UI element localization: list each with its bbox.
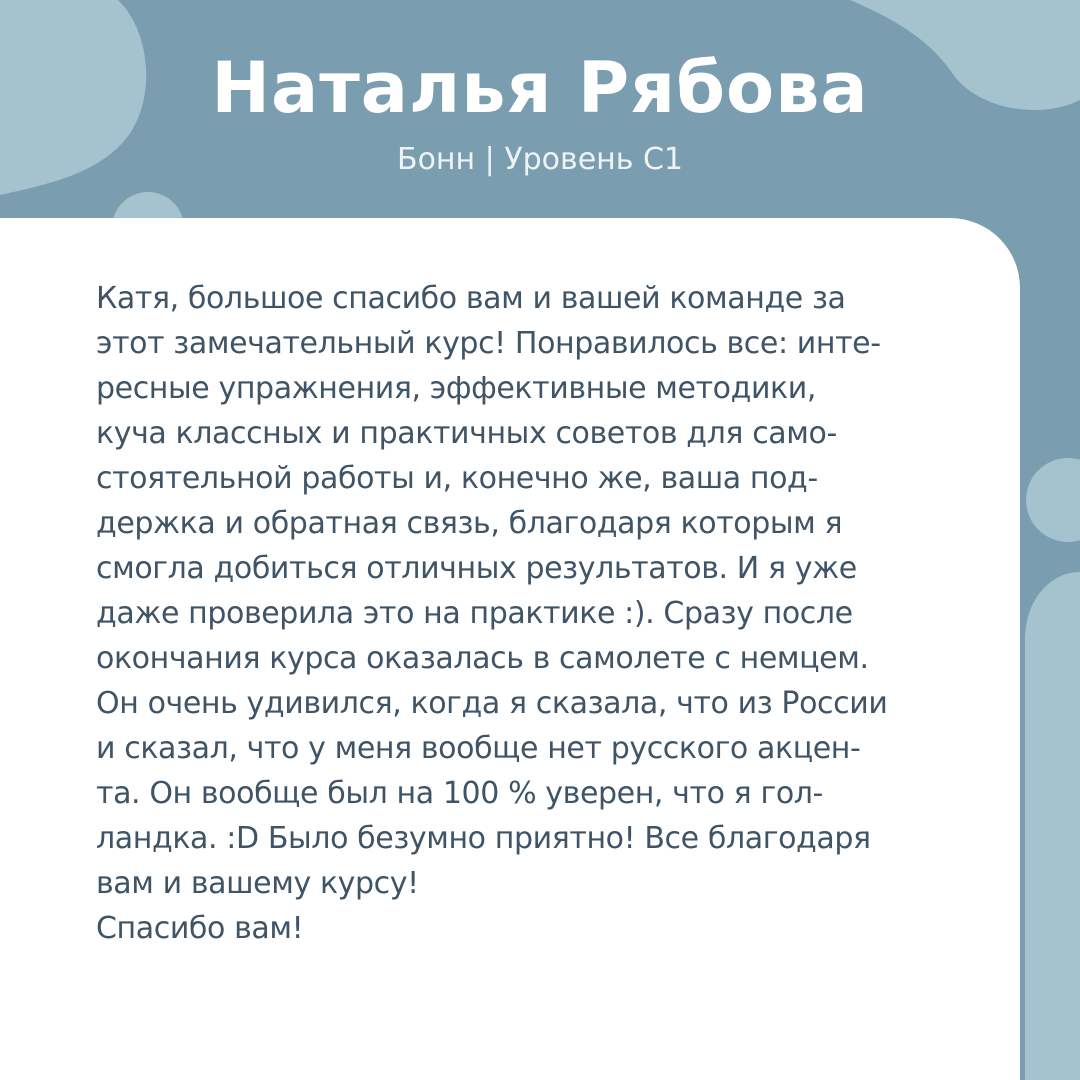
blob-right-lower — [1025, 572, 1080, 1080]
review-text: Катя, большое спасибо вам и вашей команде за этот замечательный курс! Понравилось все: инте- ресные упражнения, эффективные методики, куча классных и практичных советов для само- стоятельной работы и, конечно же, ваша под- держка и обратная связь, благодаря которым я смогла добиться отличных результатов. И я уже даже проверила это на практике :). Сразу после окончания курса оказалась в самолете с немцем. Он очень удивился, когда я сказала, что из России и сказал, что у меня вообще нет русского акцен- та. Он вообще был на 100 % уверен, что я гол- ландка. :D Было безумно приятно! Все благодаря вам и вашему курсу! Спасибо вам! — [96, 281, 888, 946]
blob-right-circle — [1026, 458, 1080, 542]
person-name: Наталья Рябова — [211, 47, 869, 129]
location-level: Бонн | Уровень C1 — [396, 142, 684, 177]
header — [0, 0, 1080, 218]
